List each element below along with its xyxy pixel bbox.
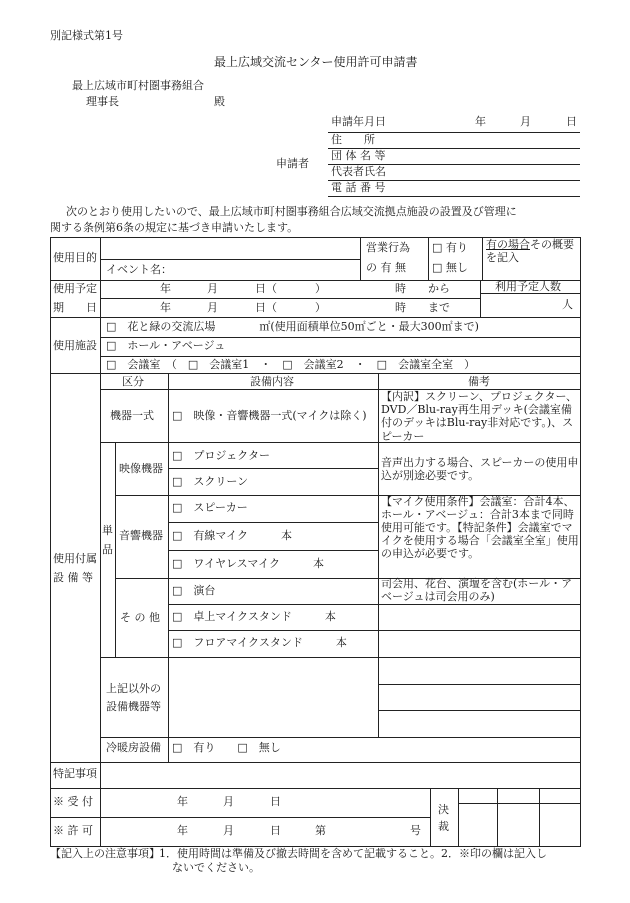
col-notes-header: 備考 xyxy=(468,375,490,388)
application-date-label: 申請年月日 xyxy=(331,115,386,128)
address-field[interactable]: 住 所 xyxy=(331,133,375,146)
start-year[interactable]: 年 xyxy=(160,282,171,295)
audio-note: 【マイク使用条件】会議室：合計4本、ホール・アベージュ：合計3本まで同時使用可能です。【特記条件】会議室でマイクを使用する場合「会議室全室」使用の申込が必要です。 xyxy=(381,495,579,560)
set-item-checkbox[interactable]: □ 映像・音響機器一式(マイクは除く) xyxy=(172,409,367,422)
group-name-field[interactable]: 団 体 名 等 xyxy=(331,149,386,162)
intro-line-2: 関する条例第6条の規定に基づき申請いたします。 xyxy=(50,221,299,234)
permit-number-suffix: 号 xyxy=(410,824,421,837)
addressee-org: 最上広域市町村圏事務組合 xyxy=(72,79,204,92)
phone-field[interactable]: 電 話 番 号 xyxy=(331,181,386,194)
end-year[interactable]: 年 xyxy=(160,301,171,314)
start-hour[interactable]: 時 xyxy=(395,282,406,295)
audio-label: 音響機器 xyxy=(119,529,163,542)
footer-text-1: 1．使用時間は準備及び撤去時間を含めて記載すること。2．※印の欄は記入し xyxy=(159,847,547,860)
video-note: 音声出力する場合、スピーカーの使用申込が別途必要です。 xyxy=(381,456,579,483)
permitted-month: 月 xyxy=(223,824,234,837)
equipment-label-1: 使用付属 xyxy=(53,552,97,565)
approval-label xyxy=(438,802,450,835)
audio-wired-mic-checkbox[interactable]: □ 有線マイク 本 xyxy=(172,529,292,542)
single-label xyxy=(102,522,114,559)
single-label-text: 単品 xyxy=(102,524,113,556)
facility-meeting-room-option[interactable]: □ 会議室 （ □ 会議室1 ・ □ 会議室2 ・ □ 会議室全室 ） xyxy=(106,358,476,371)
footer-label: 【記入上の注意事項】 xyxy=(50,847,160,860)
extra-label-1: 上記以外の xyxy=(106,682,161,695)
audio-wireless-mic-checkbox[interactable]: □ ワイヤレスマイク 本 xyxy=(172,557,324,570)
footer-text-2: ないでください。 xyxy=(172,861,260,874)
intro-line-1: 次のとおり使用したいので、最上広域市町村圏事務組合広域交流拠点施設の設置及び管理に xyxy=(66,205,517,218)
col-category-header: 区分 xyxy=(122,375,144,388)
video-label: 映像機器 xyxy=(119,462,163,475)
set-note: 【内訳】スクリーン、プロジェクター、DVD／Blu-ray再生用デッキ(会議室備付のデッキはBlu-ray非対応です。)、スピーカー xyxy=(381,390,578,443)
extra-label-2: 設備機器等 xyxy=(106,700,161,713)
received-month: 月 xyxy=(223,795,234,808)
remarks-label: 特記事項 xyxy=(53,767,97,780)
other-note: 司会用、花台、演壇を含む(ホール・アベージュは司会用のみ) xyxy=(381,577,573,603)
facility-hall-option[interactable]: □ ホール・アベージュ xyxy=(106,339,226,352)
commercial-note-underlined: 有の場合 xyxy=(486,238,530,251)
until-label: まで xyxy=(428,301,450,314)
facility-label: 使用施設 xyxy=(53,339,97,352)
permitted-day: 日 xyxy=(270,824,281,837)
page-title: 最上広域交流センター使用許可申請書 xyxy=(214,55,418,69)
other-floor-mic-stand-checkbox[interactable]: □ フロアマイクスタンド 本 xyxy=(172,636,347,649)
commercial-label-1: 営業行為 xyxy=(366,241,410,254)
start-close-paren: ） xyxy=(315,282,326,295)
other-label: そ の 他 xyxy=(120,611,160,624)
other-podium-checkbox[interactable]: □ 演台 xyxy=(172,584,216,597)
form-number: 別記様式第1号 xyxy=(50,29,123,42)
end-month[interactable]: 月 xyxy=(207,301,218,314)
facility-plaza-option[interactable]: □ 花と緑の交流広場 ㎡(使用面積単位50㎡ごと・最大300㎡まで) xyxy=(106,320,479,333)
end-close-paren: ） xyxy=(315,301,326,314)
approval-label-text: 決裁 xyxy=(438,803,449,833)
video-projector-checkbox[interactable]: □ プロジェクター xyxy=(172,449,270,462)
received-day: 日 xyxy=(270,795,281,808)
addressee-honorific: 殿 xyxy=(214,95,225,108)
application-date-day[interactable]: 日 xyxy=(566,115,577,128)
application-date-month[interactable]: 月 xyxy=(520,115,531,128)
commercial-yes-checkbox[interactable]: □ 有り xyxy=(432,241,468,254)
attendee-count-label: 利用予定人数 xyxy=(495,280,561,293)
end-day[interactable]: 日（ xyxy=(255,301,277,314)
commercial-label-2: の 有 無 xyxy=(366,261,406,274)
permitted-year: 年 xyxy=(177,824,188,837)
video-screen-checkbox[interactable]: □ スクリーン xyxy=(172,475,249,488)
period-label-1: 使用予定 xyxy=(53,282,97,295)
hvac-options[interactable]: □ 有り □ 無し xyxy=(172,741,281,754)
end-hour[interactable]: 時 xyxy=(395,301,406,314)
other-desk-mic-stand-checkbox[interactable]: □ 卓上マイクスタンド 本 xyxy=(172,610,336,623)
equipment-label-2: 設 備 等 xyxy=(53,571,93,584)
event-name-field[interactable]: イベント名： xyxy=(106,263,172,276)
applicant-label: 申請者 xyxy=(276,157,309,170)
received-year: 年 xyxy=(177,795,188,808)
permit-number-prefix: 第 xyxy=(315,824,326,837)
period-label-2: 期 日 xyxy=(53,301,97,314)
set-label: 機器一式 xyxy=(110,409,154,422)
start-month[interactable]: 月 xyxy=(207,282,218,295)
addressee-position: 理事長 xyxy=(86,95,119,108)
hvac-label: 冷暖房設備 xyxy=(106,741,161,754)
audio-speaker-checkbox[interactable]: □ スピーカー xyxy=(172,501,248,514)
from-label: から xyxy=(428,282,450,295)
application-date-year[interactable]: 年 xyxy=(475,115,486,128)
commercial-no-checkbox[interactable]: □ 無し xyxy=(432,261,468,274)
received-label: ※ 受 付 xyxy=(53,795,93,808)
col-content-header: 設備内容 xyxy=(250,375,294,388)
permitted-label: ※ 許 可 xyxy=(53,824,93,837)
attendee-count-unit[interactable]: 人 xyxy=(562,298,573,311)
purpose-label: 使用目的 xyxy=(53,251,97,264)
start-day[interactable]: 日（ xyxy=(255,282,277,295)
representative-field[interactable]: 代表者氏名 xyxy=(331,165,386,178)
commercial-note-rest: その概要を記入 xyxy=(486,238,574,265)
commercial-note xyxy=(486,238,579,264)
